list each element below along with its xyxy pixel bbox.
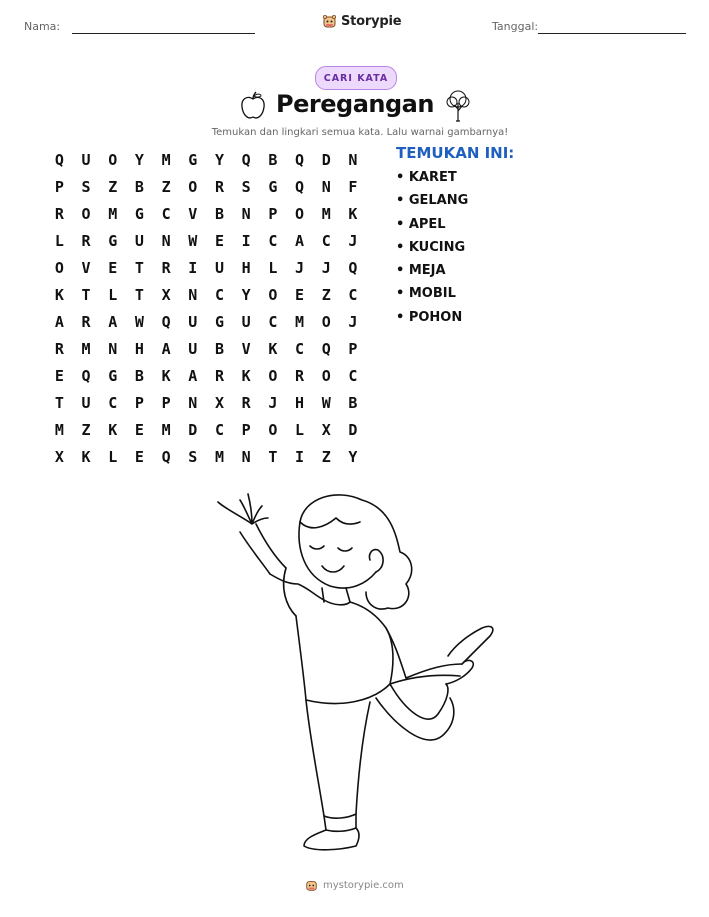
grid-row: [46, 227, 366, 254]
word-item: • GELANG: [396, 193, 469, 209]
grid-row: [46, 146, 366, 173]
grid-cell[interactable]: A: [188, 366, 198, 385]
grid-cell[interactable]: R: [214, 177, 224, 196]
grid-cell[interactable]: M: [214, 447, 224, 466]
grid-cell[interactable]: C: [214, 285, 224, 304]
grid-cell[interactable]: B: [214, 339, 224, 358]
grid-cell[interactable]: C: [348, 366, 358, 385]
grid-cell[interactable]: E: [134, 447, 144, 466]
grid-cell[interactable]: O: [321, 312, 331, 331]
grid-cell[interactable]: Q: [295, 150, 305, 169]
grid-cell[interactable]: T: [81, 285, 91, 304]
grid-cell[interactable]: U: [134, 231, 144, 250]
grid-cell[interactable]: E: [295, 285, 305, 304]
grid-cell[interactable]: U: [188, 312, 198, 331]
grid-row: [46, 173, 366, 200]
grid-cell[interactable]: U: [188, 339, 198, 358]
grid-cell[interactable]: X: [321, 420, 331, 439]
apple-icon: [239, 91, 267, 121]
grid-cell[interactable]: L: [54, 231, 64, 250]
grid-cell[interactable]: I: [295, 447, 305, 466]
grid-cell[interactable]: N: [161, 231, 171, 250]
page-title: Peregangan: [276, 90, 434, 118]
word-search-grid[interactable]: [46, 146, 366, 470]
grid-cell[interactable]: Q: [81, 366, 91, 385]
grid-cell[interactable]: D: [321, 150, 331, 169]
grid-row: [46, 443, 366, 470]
grid-cell[interactable]: G: [188, 150, 198, 169]
grid-cell[interactable]: A: [54, 312, 64, 331]
grid-cell[interactable]: W: [321, 393, 331, 412]
grid-cell[interactable]: F: [348, 177, 358, 196]
name-line[interactable]: [72, 33, 255, 34]
grid-cell[interactable]: G: [268, 177, 278, 196]
brand-name: Storypie: [341, 14, 402, 29]
grid-cell[interactable]: T: [134, 258, 144, 277]
find-list-title: TEMUKAN INI:: [396, 144, 515, 162]
date-line[interactable]: [538, 33, 686, 34]
grid-cell[interactable]: P: [54, 177, 64, 196]
grid-cell[interactable]: Q: [161, 447, 171, 466]
grid-cell[interactable]: V: [81, 258, 91, 277]
grid-cell[interactable]: N: [321, 177, 331, 196]
grid-cell[interactable]: G: [134, 204, 144, 223]
grid-cell[interactable]: E: [54, 366, 64, 385]
grid-cell[interactable]: R: [241, 393, 251, 412]
grid-cell[interactable]: O: [268, 366, 278, 385]
grid-cell[interactable]: K: [348, 204, 358, 223]
grid-row: [46, 335, 366, 362]
grid-cell[interactable]: H: [241, 258, 251, 277]
grid-cell[interactable]: J: [268, 393, 278, 412]
grid-cell[interactable]: O: [54, 258, 64, 277]
grid-cell[interactable]: Q: [241, 150, 251, 169]
grid-cell[interactable]: M: [108, 204, 118, 223]
grid-cell[interactable]: R: [295, 366, 305, 385]
grid-cell[interactable]: M: [321, 204, 331, 223]
grid-cell[interactable]: C: [268, 231, 278, 250]
storypie-mascot-icon: [322, 14, 337, 29]
grid-cell[interactable]: O: [268, 285, 278, 304]
grid-cell[interactable]: C: [268, 312, 278, 331]
grid-cell[interactable]: X: [214, 393, 224, 412]
grid-cell[interactable]: N: [188, 285, 198, 304]
grid-cell[interactable]: W: [188, 231, 198, 250]
grid-cell[interactable]: M: [81, 339, 91, 358]
grid-cell[interactable]: A: [295, 231, 305, 250]
grid-cell[interactable]: U: [241, 312, 251, 331]
grid-cell[interactable]: Z: [321, 285, 331, 304]
grid-cell[interactable]: E: [108, 258, 118, 277]
grid-cell[interactable]: N: [348, 150, 358, 169]
grid-cell[interactable]: K: [54, 285, 64, 304]
grid-cell[interactable]: U: [81, 150, 91, 169]
grid-cell[interactable]: E: [214, 231, 224, 250]
grid-cell[interactable]: O: [268, 420, 278, 439]
grid-cell[interactable]: Q: [295, 177, 305, 196]
grid-cell[interactable]: C: [161, 204, 171, 223]
grid-cell[interactable]: Q: [54, 150, 64, 169]
grid-row: [46, 389, 366, 416]
grid-cell[interactable]: P: [161, 393, 171, 412]
grid-cell[interactable]: M: [295, 312, 305, 331]
grid-cell[interactable]: O: [108, 150, 118, 169]
grid-cell[interactable]: D: [348, 420, 358, 439]
grid-cell[interactable]: M: [161, 150, 171, 169]
grid-cell[interactable]: G: [214, 312, 224, 331]
grid-cell[interactable]: C: [295, 339, 305, 358]
grid-cell[interactable]: O: [295, 204, 305, 223]
grid-row: [46, 254, 366, 281]
grid-cell[interactable]: S: [81, 177, 91, 196]
grid-row: [46, 200, 366, 227]
grid-cell[interactable]: T: [54, 393, 64, 412]
word-item: • POHON: [396, 309, 463, 325]
grid-cell[interactable]: P: [134, 393, 144, 412]
grid-cell[interactable]: L: [268, 258, 278, 277]
grid-cell[interactable]: B: [268, 150, 278, 169]
grid-cell[interactable]: J: [321, 258, 331, 277]
grid-cell[interactable]: R: [214, 366, 224, 385]
grid-cell[interactable]: G: [108, 231, 118, 250]
grid-cell[interactable]: R: [81, 231, 91, 250]
grid-cell[interactable]: C: [108, 393, 118, 412]
grid-cell[interactable]: S: [241, 177, 251, 196]
storypie-mascot-icon: [305, 879, 318, 892]
grid-cell[interactable]: O: [81, 204, 91, 223]
grid-cell[interactable]: X: [161, 285, 171, 304]
grid-cell[interactable]: B: [134, 177, 144, 196]
grid-cell[interactable]: X: [54, 447, 64, 466]
grid-cell[interactable]: A: [161, 339, 171, 358]
grid-cell[interactable]: N: [241, 204, 251, 223]
grid-cell[interactable]: B: [348, 393, 358, 412]
word-item: • KARET: [396, 170, 457, 185]
grid-cell[interactable]: J: [295, 258, 305, 277]
grid-cell[interactable]: Z: [321, 447, 331, 466]
grid-cell[interactable]: Y: [241, 285, 251, 304]
grid-cell[interactable]: Y: [348, 447, 358, 466]
grid-cell[interactable]: I: [241, 231, 251, 250]
grid-cell[interactable]: Y: [134, 150, 144, 169]
grid-row: [46, 308, 366, 335]
grid-cell[interactable]: M: [161, 420, 171, 439]
footer: [305, 879, 404, 892]
grid-row: [46, 281, 366, 308]
word-list: [396, 170, 468, 333]
grid-row: [46, 416, 366, 443]
footer-url[interactable]: mystorypie.com: [323, 880, 404, 891]
grid-cell[interactable]: U: [81, 393, 91, 412]
grid-cell[interactable]: H: [295, 393, 305, 412]
grid-cell[interactable]: Z: [161, 177, 171, 196]
name-label: Nama:: [24, 20, 61, 33]
grid-cell[interactable]: A: [108, 312, 118, 331]
grid-cell[interactable]: N: [241, 447, 251, 466]
grid-cell[interactable]: J: [348, 231, 358, 250]
grid-row: [46, 362, 366, 389]
instructions: Temukan dan lingkari semua kata. Lalu warnai gambarnya!: [211, 127, 509, 138]
grid-cell[interactable]: V: [188, 204, 198, 223]
grid-cell[interactable]: K: [81, 447, 91, 466]
grid-cell[interactable]: Y: [214, 150, 224, 169]
grid-cell[interactable]: L: [108, 447, 118, 466]
grid-cell[interactable]: D: [188, 420, 198, 439]
grid-cell[interactable]: P: [241, 420, 251, 439]
date-label: Tanggal:: [492, 20, 539, 33]
grid-cell[interactable]: P: [268, 204, 278, 223]
grid-cell[interactable]: K: [241, 366, 251, 385]
grid-cell[interactable]: K: [108, 420, 118, 439]
grid-cell[interactable]: P: [348, 339, 358, 358]
grid-cell[interactable]: C: [214, 420, 224, 439]
grid-cell[interactable]: I: [188, 258, 198, 277]
activity-badge: CARI KATA: [315, 66, 397, 90]
grid-cell[interactable]: L: [108, 285, 118, 304]
grid-cell[interactable]: S: [188, 447, 198, 466]
grid-cell[interactable]: B: [214, 204, 224, 223]
grid-cell[interactable]: L: [295, 420, 305, 439]
grid-cell[interactable]: K: [268, 339, 278, 358]
grid-cell[interactable]: R: [81, 312, 91, 331]
grid-cell[interactable]: G: [108, 366, 118, 385]
grid-cell[interactable]: R: [161, 258, 171, 277]
grid-cell[interactable]: Q: [321, 339, 331, 358]
grid-cell[interactable]: M: [54, 420, 64, 439]
grid-cell[interactable]: Q: [161, 312, 171, 331]
grid-cell[interactable]: Q: [348, 258, 358, 277]
grid-cell[interactable]: T: [268, 447, 278, 466]
grid-cell[interactable]: O: [188, 177, 198, 196]
grid-cell[interactable]: K: [161, 366, 171, 385]
grid-cell[interactable]: V: [241, 339, 251, 358]
grid-cell[interactable]: N: [188, 393, 198, 412]
grid-cell[interactable]: W: [134, 312, 144, 331]
grid-cell[interactable]: Z: [81, 420, 91, 439]
grid-cell[interactable]: C: [321, 231, 331, 250]
grid-cell[interactable]: Z: [108, 177, 118, 196]
grid-cell[interactable]: E: [134, 420, 144, 439]
word-item: • KUCING: [396, 239, 466, 255]
tree-icon: [444, 89, 472, 123]
grid-cell[interactable]: R: [54, 339, 64, 358]
grid-cell[interactable]: B: [134, 366, 144, 385]
brand-logo: [322, 14, 401, 29]
word-item: • MOBIL: [396, 286, 456, 302]
word-item: • APEL: [396, 216, 446, 232]
grid-cell[interactable]: H: [134, 339, 144, 358]
grid-cell[interactable]: N: [108, 339, 118, 358]
grid-cell[interactable]: C: [348, 285, 358, 304]
grid-cell[interactable]: J: [348, 312, 358, 331]
stretching-girl-illustration[interactable]: [200, 488, 500, 858]
word-item: • MEJA: [396, 263, 446, 279]
grid-cell[interactable]: T: [134, 285, 144, 304]
grid-cell[interactable]: U: [214, 258, 224, 277]
grid-cell[interactable]: R: [54, 204, 64, 223]
grid-cell[interactable]: O: [321, 366, 331, 385]
